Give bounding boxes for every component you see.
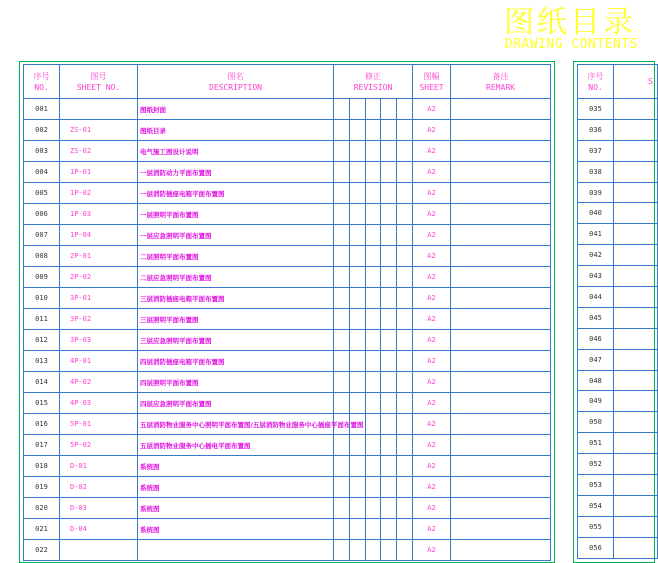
row-sheet-no bbox=[614, 140, 658, 161]
row-no: 022 bbox=[24, 540, 60, 561]
table-row bbox=[578, 475, 658, 496]
row-description: 三层消防插座电箱平面布置图 bbox=[138, 288, 334, 309]
row-sheet-no: D-04 bbox=[60, 519, 138, 540]
row-no: 018 bbox=[24, 456, 60, 477]
table-row bbox=[24, 519, 551, 540]
row-no: 011 bbox=[24, 309, 60, 330]
row-remark bbox=[451, 120, 551, 141]
row-description: 系统图 bbox=[138, 519, 334, 540]
row-description: 五层消防物业服务中心插电平面布置图 bbox=[138, 435, 334, 456]
row-remark bbox=[451, 141, 551, 162]
row-no: 013 bbox=[24, 351, 60, 372]
table-row bbox=[578, 161, 658, 182]
row-sheet-no bbox=[614, 454, 658, 475]
table-row bbox=[24, 267, 551, 288]
header-revision: 修正 REVISION bbox=[334, 65, 413, 99]
row-no: 009 bbox=[24, 267, 60, 288]
row-sheet: A2 bbox=[413, 372, 451, 393]
row-no: 010 bbox=[24, 288, 60, 309]
row-no: 016 bbox=[24, 414, 60, 435]
row-no: 014 bbox=[24, 372, 60, 393]
table-row bbox=[578, 245, 658, 266]
row-revision bbox=[334, 225, 413, 246]
row-description: 图纸目录 bbox=[138, 120, 334, 141]
table-row bbox=[578, 454, 658, 475]
row-remark bbox=[451, 351, 551, 372]
table-row bbox=[578, 328, 658, 349]
row-sheet: A2 bbox=[413, 435, 451, 456]
row-revision bbox=[334, 162, 413, 183]
row-remark bbox=[451, 246, 551, 267]
row-revision bbox=[334, 309, 413, 330]
row-no: 046 bbox=[578, 328, 614, 349]
row-no: 019 bbox=[24, 477, 60, 498]
row-no: 004 bbox=[24, 162, 60, 183]
right-header-sheet-no: S bbox=[614, 65, 658, 99]
table-row bbox=[24, 351, 551, 372]
row-no: 048 bbox=[578, 370, 614, 391]
row-sheet-no: 2P-02 bbox=[60, 267, 138, 288]
table-row bbox=[578, 140, 658, 161]
row-no: 035 bbox=[578, 99, 614, 120]
row-sheet-no: D-03 bbox=[60, 498, 138, 519]
row-description: 图纸封面 bbox=[138, 99, 334, 120]
row-revision bbox=[334, 99, 413, 120]
row-sheet: A2 bbox=[413, 540, 451, 561]
table-row bbox=[24, 120, 551, 141]
row-sheet-no bbox=[60, 540, 138, 561]
header-description: 图名 DESCRIPTION bbox=[138, 65, 334, 99]
row-sheet: A2 bbox=[413, 267, 451, 288]
table-row bbox=[578, 99, 658, 120]
right-header-row bbox=[578, 65, 658, 99]
row-sheet-no: 2P-01 bbox=[60, 246, 138, 267]
row-sheet-no: ZS-01 bbox=[60, 120, 138, 141]
row-remark bbox=[451, 393, 551, 414]
row-sheet-no: D-01 bbox=[60, 456, 138, 477]
row-sheet-no: 1P-02 bbox=[60, 183, 138, 204]
table-row bbox=[24, 330, 551, 351]
row-sheet-no bbox=[614, 245, 658, 266]
row-remark bbox=[451, 288, 551, 309]
row-no: 047 bbox=[578, 349, 614, 370]
table-row bbox=[578, 516, 658, 537]
table-row bbox=[578, 391, 658, 412]
row-description: 系统图 bbox=[138, 498, 334, 519]
header-sheet: 图幅 SHEET bbox=[413, 65, 451, 99]
row-remark bbox=[451, 414, 551, 435]
row-description: 四层应急照明平面布置图 bbox=[138, 393, 334, 414]
row-sheet-no: 4P-01 bbox=[60, 351, 138, 372]
row-sheet-no: 3P-02 bbox=[60, 309, 138, 330]
row-no: 055 bbox=[578, 516, 614, 537]
row-remark bbox=[451, 99, 551, 120]
row-sheet-no: 1P-04 bbox=[60, 225, 138, 246]
table-row bbox=[24, 309, 551, 330]
row-no: 015 bbox=[24, 393, 60, 414]
row-description: 一层应急照明平面布置图 bbox=[138, 225, 334, 246]
table-row bbox=[24, 225, 551, 246]
right-contents-table bbox=[577, 64, 658, 559]
table-row bbox=[24, 456, 551, 477]
row-revision bbox=[334, 330, 413, 351]
row-no: 039 bbox=[578, 182, 614, 203]
row-no: 017 bbox=[24, 435, 60, 456]
table-row bbox=[578, 119, 658, 140]
row-description: 四层消防插座电箱平面布置图 bbox=[138, 351, 334, 372]
table-row bbox=[24, 246, 551, 267]
row-revision bbox=[334, 456, 413, 477]
row-no: 051 bbox=[578, 433, 614, 454]
row-no: 006 bbox=[24, 204, 60, 225]
row-no: 056 bbox=[578, 537, 614, 558]
row-sheet-no bbox=[614, 287, 658, 308]
row-revision bbox=[334, 183, 413, 204]
row-description: 一层消防动力平面布置图 bbox=[138, 162, 334, 183]
row-no: 037 bbox=[578, 140, 614, 161]
row-sheet: A2 bbox=[413, 225, 451, 246]
row-no: 044 bbox=[578, 287, 614, 308]
row-revision bbox=[334, 372, 413, 393]
row-revision bbox=[334, 288, 413, 309]
row-sheet-no: 5P-01 bbox=[60, 414, 138, 435]
table-row bbox=[578, 203, 658, 224]
row-sheet-no bbox=[614, 182, 658, 203]
row-no: 007 bbox=[24, 225, 60, 246]
table-row bbox=[578, 287, 658, 308]
row-sheet-no bbox=[614, 537, 658, 558]
table-row bbox=[24, 435, 551, 456]
row-sheet: A2 bbox=[413, 99, 451, 120]
row-description: 二层照明平面布置图 bbox=[138, 246, 334, 267]
table-row bbox=[578, 224, 658, 245]
row-revision bbox=[334, 141, 413, 162]
table-row bbox=[24, 540, 551, 561]
row-revision bbox=[334, 204, 413, 225]
header-row bbox=[24, 65, 551, 99]
row-no: 002 bbox=[24, 120, 60, 141]
row-remark bbox=[451, 204, 551, 225]
row-revision bbox=[334, 120, 413, 141]
row-sheet-no: 4P-03 bbox=[60, 393, 138, 414]
row-no: 038 bbox=[578, 161, 614, 182]
row-remark bbox=[451, 498, 551, 519]
row-no: 041 bbox=[578, 224, 614, 245]
row-no: 020 bbox=[24, 498, 60, 519]
row-sheet-no bbox=[614, 495, 658, 516]
row-no: 054 bbox=[578, 495, 614, 516]
title-cn: 图纸目录 bbox=[504, 5, 636, 40]
row-description: 五层消防物业服务中心照明平面布置图/五层消防物业服务中心插座平面布置图 bbox=[138, 414, 334, 435]
row-remark bbox=[451, 456, 551, 477]
row-description: 四层照明平面布置图 bbox=[138, 372, 334, 393]
row-remark bbox=[451, 477, 551, 498]
row-sheet: A2 bbox=[413, 456, 451, 477]
row-description: 一层消防插座电箱平面布置图 bbox=[138, 183, 334, 204]
table-row bbox=[24, 204, 551, 225]
row-sheet-no bbox=[614, 370, 658, 391]
row-sheet-no bbox=[614, 119, 658, 140]
row-sheet-no: 4P-02 bbox=[60, 372, 138, 393]
table-row bbox=[578, 370, 658, 391]
row-sheet: A2 bbox=[413, 498, 451, 519]
row-sheet: A2 bbox=[413, 519, 451, 540]
table-row bbox=[578, 349, 658, 370]
row-revision bbox=[334, 519, 413, 540]
row-sheet-no bbox=[614, 391, 658, 412]
row-remark bbox=[451, 225, 551, 246]
drawing-contents-table bbox=[23, 64, 551, 561]
row-description: 一层照明平面布置图 bbox=[138, 204, 334, 225]
right-header-no: 序号 NO. bbox=[578, 65, 614, 99]
row-sheet: A2 bbox=[413, 393, 451, 414]
row-revision bbox=[334, 498, 413, 519]
row-description: 系统图 bbox=[138, 477, 334, 498]
row-sheet-no: 1P-01 bbox=[60, 162, 138, 183]
row-no: 003 bbox=[24, 141, 60, 162]
row-sheet-no bbox=[614, 203, 658, 224]
row-sheet: A2 bbox=[413, 246, 451, 267]
table-row bbox=[578, 537, 658, 558]
row-revision bbox=[334, 540, 413, 561]
table-row bbox=[24, 372, 551, 393]
header-no: 序号 NO. bbox=[24, 65, 60, 99]
row-sheet-no bbox=[614, 475, 658, 496]
table-row bbox=[578, 266, 658, 287]
row-sheet: A2 bbox=[413, 309, 451, 330]
row-sheet-no bbox=[614, 99, 658, 120]
header-remark: 备注 REMARK bbox=[451, 65, 551, 99]
row-sheet-no bbox=[614, 224, 658, 245]
row-description: 系统图 bbox=[138, 456, 334, 477]
row-revision bbox=[334, 477, 413, 498]
row-description: 三层应急照明平面布置图 bbox=[138, 330, 334, 351]
row-remark bbox=[451, 519, 551, 540]
row-no: 040 bbox=[578, 203, 614, 224]
table-row bbox=[24, 162, 551, 183]
row-sheet: A2 bbox=[413, 330, 451, 351]
row-no: 021 bbox=[24, 519, 60, 540]
row-remark bbox=[451, 372, 551, 393]
table-row bbox=[578, 307, 658, 328]
row-no: 001 bbox=[24, 99, 60, 120]
row-revision bbox=[334, 246, 413, 267]
table-row bbox=[24, 477, 551, 498]
row-sheet: A2 bbox=[413, 288, 451, 309]
row-sheet: A2 bbox=[413, 414, 451, 435]
row-no: 012 bbox=[24, 330, 60, 351]
row-sheet: A2 bbox=[413, 162, 451, 183]
row-sheet-no bbox=[614, 266, 658, 287]
row-remark bbox=[451, 183, 551, 204]
row-revision bbox=[334, 435, 413, 456]
table-row bbox=[578, 433, 658, 454]
row-sheet-no: ZS-02 bbox=[60, 141, 138, 162]
table-row bbox=[578, 495, 658, 516]
row-no: 050 bbox=[578, 412, 614, 433]
row-revision bbox=[334, 393, 413, 414]
row-no: 043 bbox=[578, 266, 614, 287]
row-description: 三层照明平面布置图 bbox=[138, 309, 334, 330]
row-remark bbox=[451, 540, 551, 561]
row-sheet-no bbox=[614, 433, 658, 454]
row-revision bbox=[334, 414, 413, 435]
row-sheet: A2 bbox=[413, 351, 451, 372]
row-revision bbox=[334, 351, 413, 372]
row-sheet-no: 3P-03 bbox=[60, 330, 138, 351]
table-row bbox=[24, 183, 551, 204]
row-sheet: A2 bbox=[413, 204, 451, 225]
row-sheet-no bbox=[614, 307, 658, 328]
row-no: 036 bbox=[578, 119, 614, 140]
row-sheet-no: 3P-01 bbox=[60, 288, 138, 309]
row-sheet-no bbox=[614, 412, 658, 433]
table-row bbox=[24, 414, 551, 435]
row-sheet: A2 bbox=[413, 141, 451, 162]
row-no: 052 bbox=[578, 454, 614, 475]
row-sheet: A2 bbox=[413, 120, 451, 141]
table-row bbox=[24, 498, 551, 519]
row-description bbox=[138, 540, 334, 561]
row-sheet-no bbox=[614, 349, 658, 370]
row-description: 电气施工图设计说明 bbox=[138, 141, 334, 162]
row-sheet-no bbox=[60, 99, 138, 120]
row-sheet-no bbox=[614, 516, 658, 537]
table-row bbox=[24, 99, 551, 120]
table-row bbox=[578, 182, 658, 203]
header-sheet-no: 图号 SHEET NO. bbox=[60, 65, 138, 99]
row-no: 042 bbox=[578, 245, 614, 266]
title-en: DRAWING CONTENTS bbox=[504, 37, 638, 52]
row-sheet-no: 5P-02 bbox=[60, 435, 138, 456]
row-sheet-no: D-02 bbox=[60, 477, 138, 498]
row-no: 053 bbox=[578, 475, 614, 496]
row-sheet-no bbox=[614, 161, 658, 182]
row-remark bbox=[451, 309, 551, 330]
table-row bbox=[578, 412, 658, 433]
row-sheet-no: 1P-03 bbox=[60, 204, 138, 225]
row-revision bbox=[334, 267, 413, 288]
table-row bbox=[24, 288, 551, 309]
row-no: 045 bbox=[578, 307, 614, 328]
row-sheet: A2 bbox=[413, 477, 451, 498]
row-no: 005 bbox=[24, 183, 60, 204]
row-remark bbox=[451, 162, 551, 183]
table-row bbox=[24, 393, 551, 414]
row-remark bbox=[451, 267, 551, 288]
row-no: 049 bbox=[578, 391, 614, 412]
row-description: 二层应急照明平面布置图 bbox=[138, 267, 334, 288]
row-sheet: A2 bbox=[413, 183, 451, 204]
row-remark bbox=[451, 435, 551, 456]
row-remark bbox=[451, 330, 551, 351]
row-sheet-no bbox=[614, 328, 658, 349]
row-no: 008 bbox=[24, 246, 60, 267]
table-row bbox=[24, 141, 551, 162]
